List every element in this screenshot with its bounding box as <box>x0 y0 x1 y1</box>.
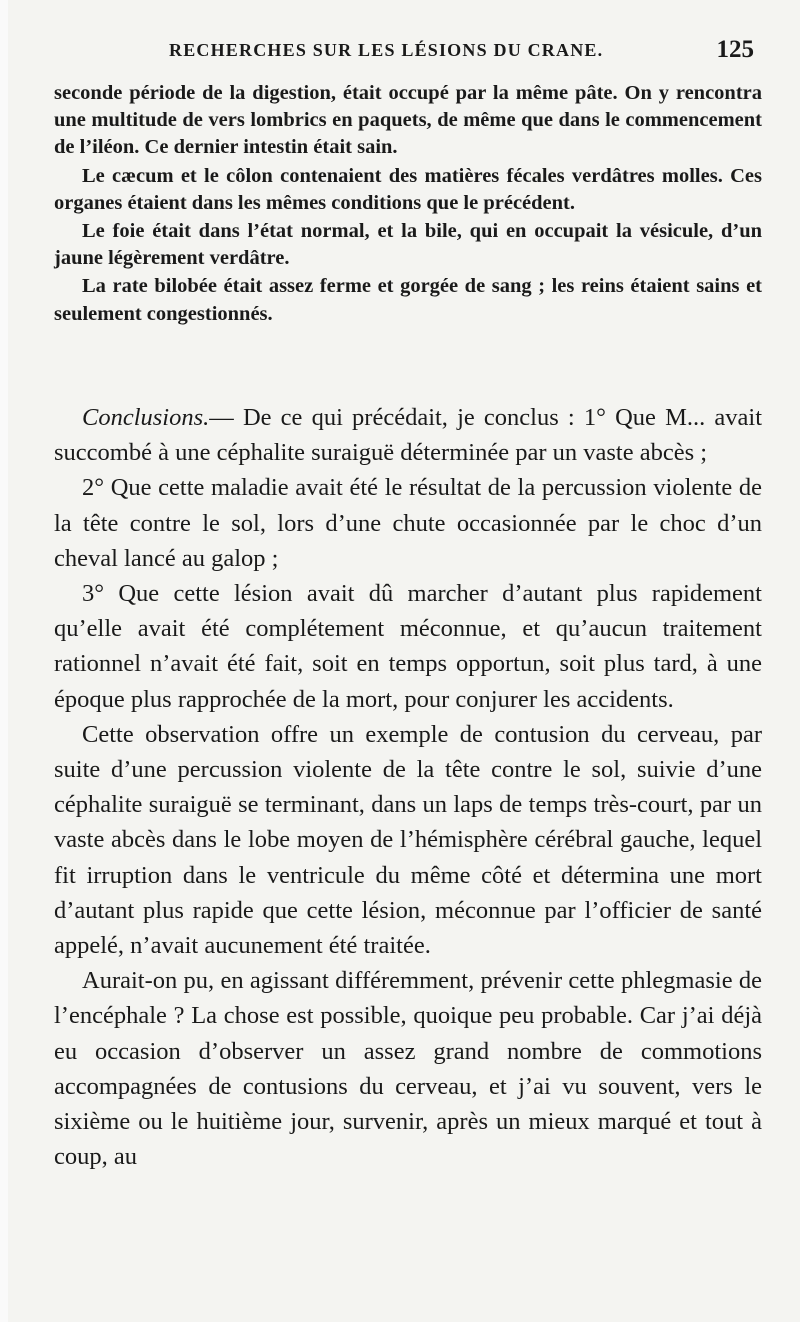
paragraph-point-3: 3° Que cette lésion avait dû marcher d’autant plus rapidement qu’elle avait été complétement méconnue, et qu’aucun traitement rationnel n’avait été fait, soit en temps opportun, soit plus tard, à une époque plus rapprochée de la mort, pour conjurer les accidents. <box>54 580 762 713</box>
conclusions-text: — De ce qui précédait, je conclus : 1° Que M... avait succombé à une céphalite suraiguë déterminée par un vaste abcès ; <box>54 404 762 467</box>
paragraph-caecum: Le cæcum et le côlon contenaient des matières fécales verdâtres molles. Ces organes étaient dans les mêmes conditions que le précédent. <box>54 164 762 214</box>
paragraph-aurait-on: Aurait-on pu, en agissant différemment, prévenir cette phlegmasie de l’encéphale ? La chose est possible, quoique peu probable. Car j’ai déjà eu occasion d’observer un assez grand nombre de commotions accompagnées de contusions du cerveau, et j’ai vu souvent, vers le sixième ou le huitième jour, survenir, après un mieux marqué et tout à coup, au <box>54 967 762 1171</box>
page-header <box>54 36 754 70</box>
paragraph-rate: La rate bilobée était assez ferme et gorgée de sang ; les reins étaient sains et seulement congestionnés. <box>54 275 762 325</box>
paragraph-foie: Le foie était dans l’état normal, et la bile, qui en occupait la vésicule, d’un jaune légèrement verdâtre. <box>54 220 762 270</box>
conclusions-label: Conclusions. <box>82 404 210 431</box>
paragraph-point-2: 2° Que cette maladie avait été le résultat de la percussion violente de la tête contre le sol, lors d’une chute occasionnée par le choc d’un cheval lancé au galop ; <box>54 474 762 572</box>
page-number: 125 <box>716 36 754 63</box>
small-print-section <box>54 80 762 328</box>
running-title: RECHERCHES SUR LES LÉSIONS DU CRANE. <box>169 40 604 60</box>
main-text-section <box>54 400 762 1174</box>
paragraph-conclusions <box>54 400 762 470</box>
paragraph-observation: Cette observation offre un exemple de contusion du cerveau, par suite d’une percussion violente de la tête contre le sol, suivie d’une céphalite suraiguë se terminant, dans un laps de temps très-court, par un vaste abcès dans le lobe moyen de l’hémisphère cérébral gauche, lequel fit irruption dans le ventricule du même côté et détermina une mort d’autant plus rapide que cette lésion, méconnue par l’officier de santé appelé, n’avait aucunement été traitée. <box>54 720 762 960</box>
paragraph-digestion: seconde période de la digestion, était occupé par la même pâte. On y rencontra une multitude de vers lombrics en paquets, de même que dans le commencement de l’iléon. Ce dernier intestin était sain. <box>54 82 762 159</box>
